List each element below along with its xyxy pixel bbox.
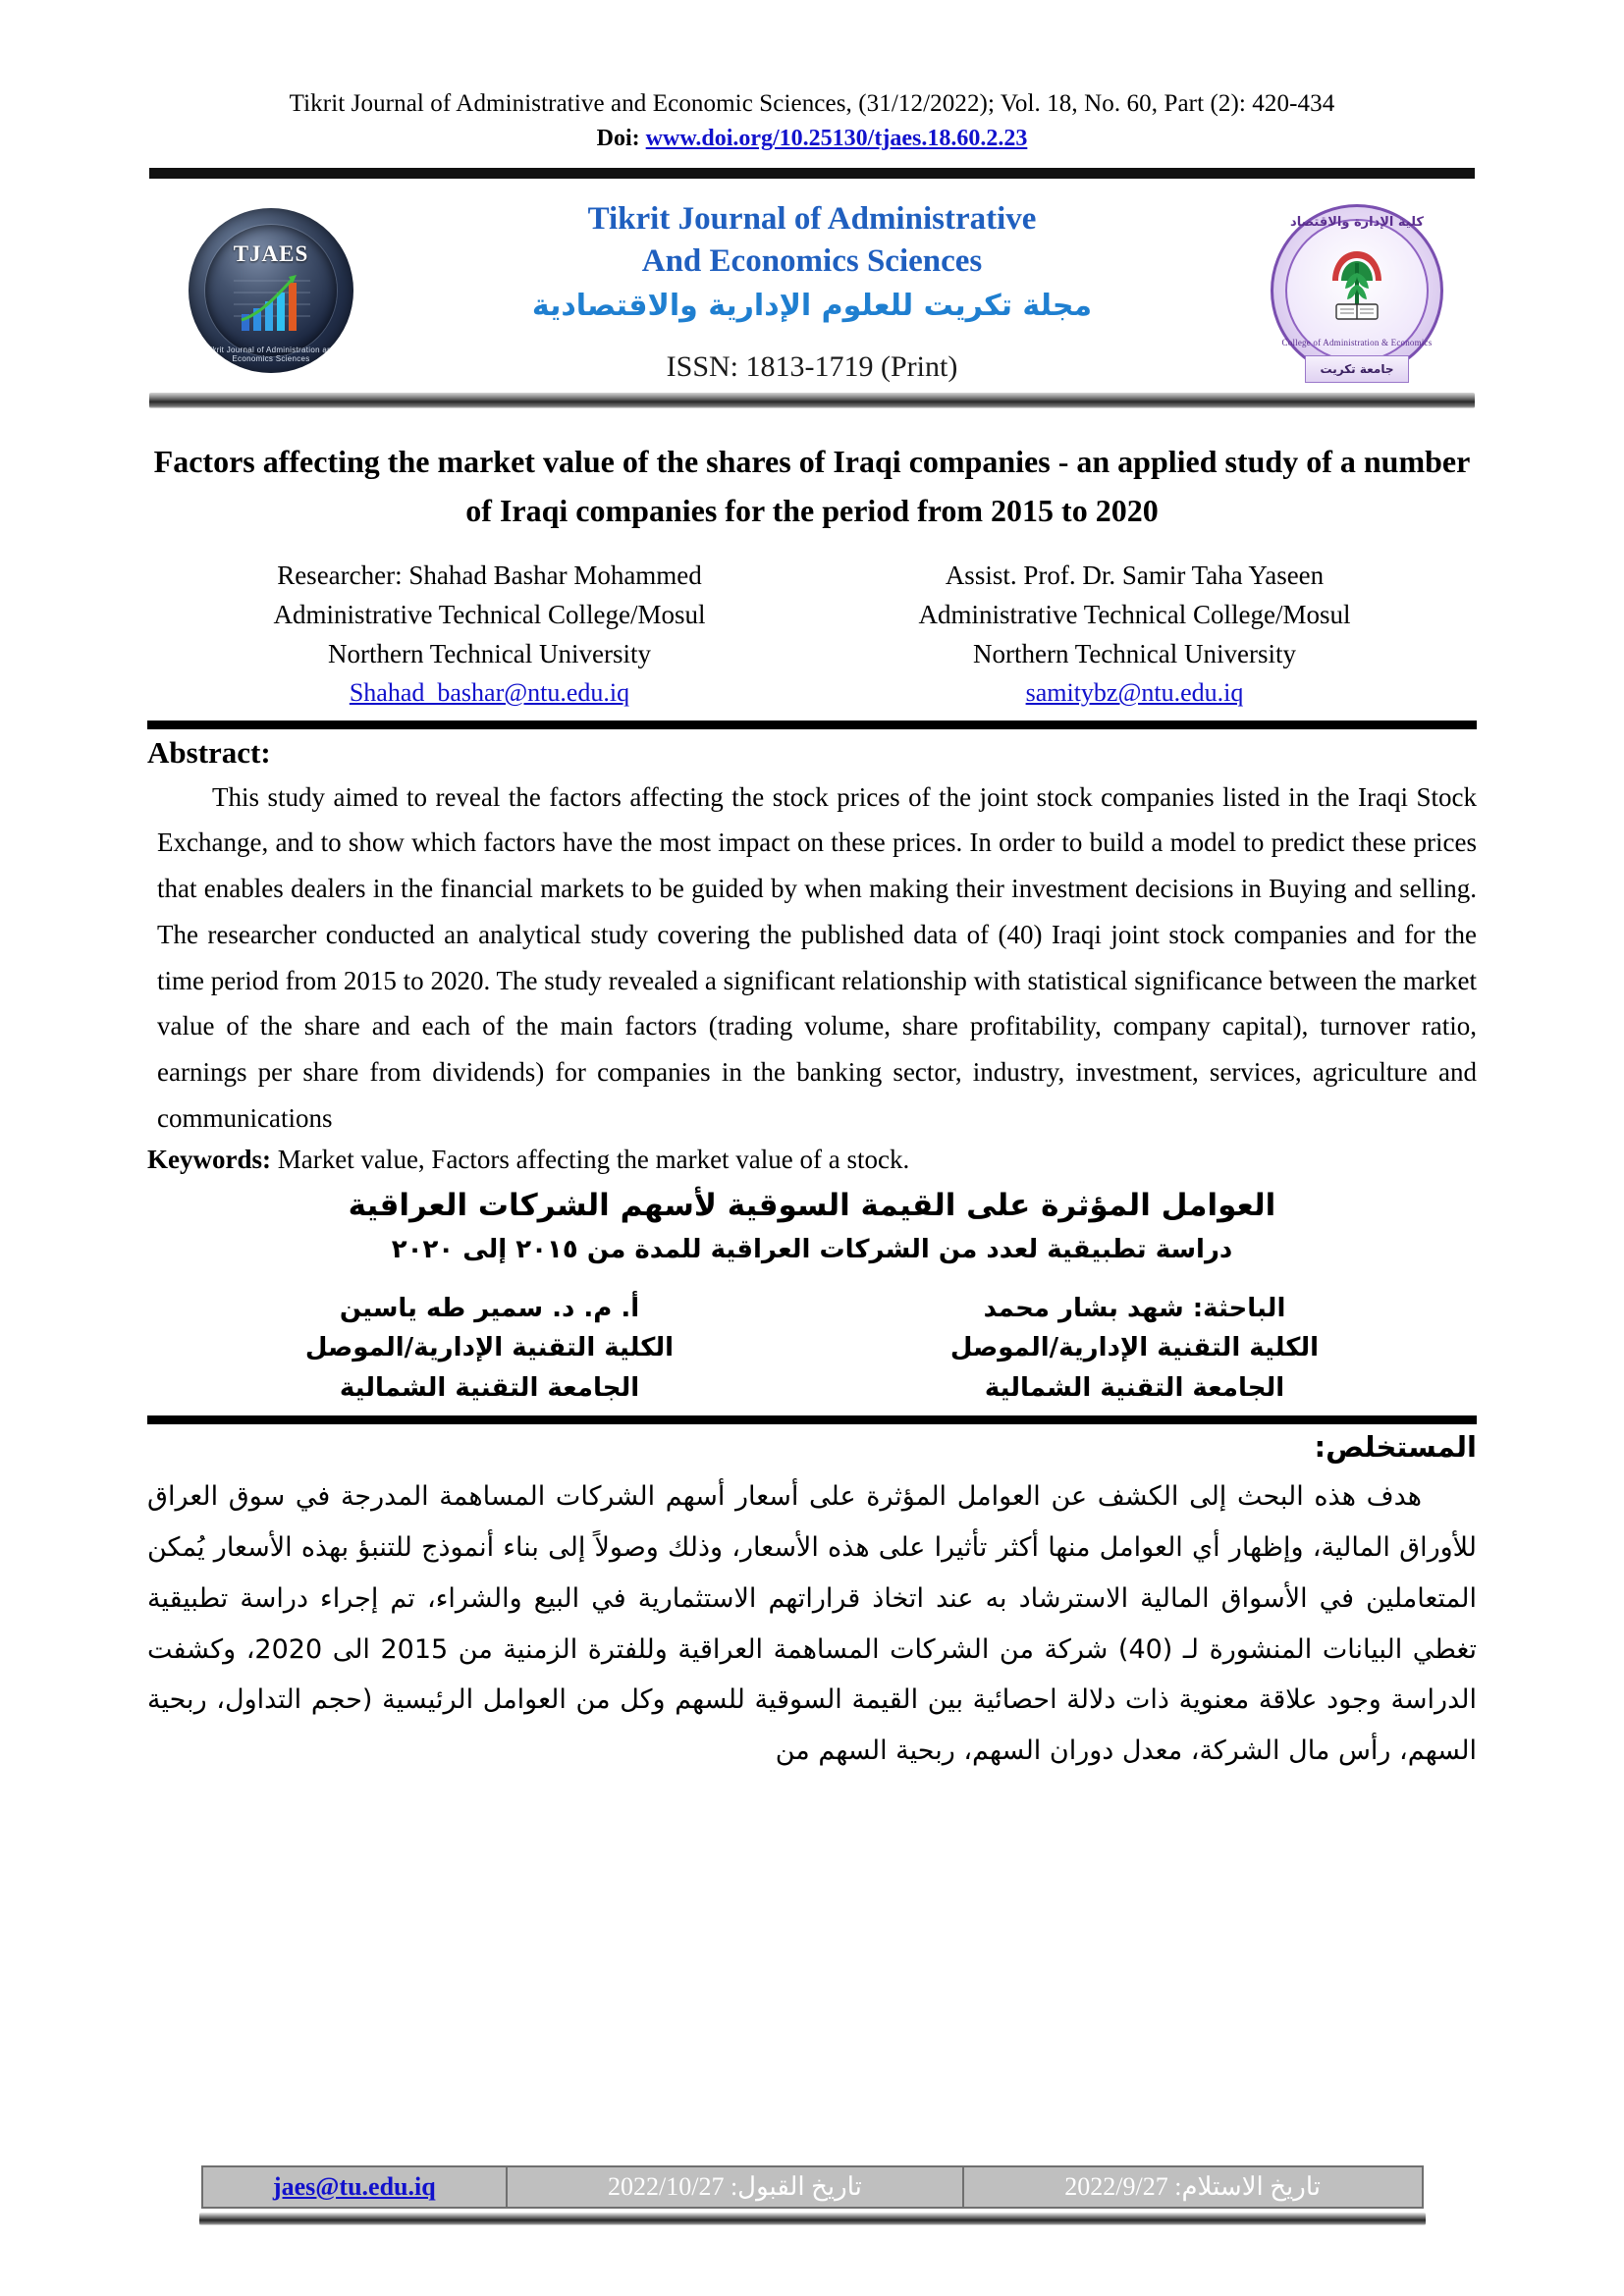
arabic-abstract-divider [147, 1415, 1477, 1424]
author-1-affiliation-1: Administrative Technical College/Mosul [273, 600, 706, 630]
author-2-name: Assist. Prof. Dr. Samir Taha Yaseen [945, 561, 1325, 591]
masthead-bottom-rule [149, 393, 1475, 408]
arabic-author-2-affiliation-1: الكلية التقنية الإدارية/الموصل [304, 1333, 675, 1363]
arabic-abstract-body: هدف هذه البحث إلى الكشف عن العوامل المؤثرة على أسعار أسهم الشركات المساهمة المدرجة في سوق العراق للأوراق المالية، وإظهار أي العوامل منها أكثر تأثيرا على هذه الأسعار، وذلك وصولاً إلى بناء أنموذج للتنبؤ بهذه الأسعار يُمكن المتعاملين في الأسواق المالية الاسترشاد به عند اتخاذ قراراتهم الاستثمارية في البيع والشراء، تم إجراء دراسة تطبيقية تغطي البيانات المنشورة لـ (40) شركة من الشركات المساهمة العراقية وللفترة الزمنية من 2015 الى 2020، وكشفت الدراسة وجود علاقة معنوية ذات دلالة احصائية بين القيمة السوقية للسهم وكل من العوامل الرئيسية (حجم التداول، ربحية السهم، رأس مال الشركة، معدل دوران السهم، ربحية السهم من [147, 1481, 1478, 1767]
author-column-2 [812, 557, 1457, 712]
keywords-value: Market value, Factors affecting the market value of a stock. [277, 1145, 910, 1175]
journal-title-ar: مجلة تكريت للعلوم الإدارية والاقتصادية [531, 288, 1093, 323]
authors-en-block [167, 557, 1457, 712]
arabic-author-2-affiliation-2: الجامعة التقنية الشمالية [339, 1372, 640, 1403]
footer-row [202, 2166, 1423, 2208]
seal-emblem-icon [1326, 247, 1387, 322]
keywords-line [147, 1145, 1477, 1175]
footer-accepted-cell [507, 2166, 963, 2208]
abstract-body: This study aimed to reveal the factors affecting the stock prices of the joint stock companies listed in the Iraqi Stock Exchange, and to show which factors have the most impact on these prices. In order to build a model to predict these prices that enables dealers in the financial markets to be guided by when making their investment decisions in Buying and selling. The researcher conducted an analytical study covering the published data of (40) Iraqi joint stock companies and for the time period from 2015 to 2020. The study revealed a significant relationship with statistical significance between the market value of the share and each of the main factors (trading volume, share profitability, company capital), turnover ratio, earnings per share from dividends) for companies in the banking sector, industry, investment, services, agriculture and communications [157, 781, 1477, 1133]
footer-received-cell [963, 2166, 1423, 2208]
footer-journal-email-cell[interactable] [202, 2166, 508, 2208]
journal-issn: ISSN: 1813-1719 (Print) [666, 349, 958, 383]
keywords-label: Keywords: [147, 1145, 271, 1175]
arabic-author-1-affiliation-2: الجامعة التقنية الشمالية [984, 1372, 1285, 1403]
doi-line [0, 126, 1624, 152]
authors-ar-block [167, 1289, 1457, 1408]
abstract-divider [147, 721, 1477, 729]
footer [0, 2165, 1624, 2225]
running-head: Tikrit Journal of Administrative and Economic Sciences, (31/12/2022); Vol. 18, No. 60, Part (2): 420-434 [289, 90, 1335, 117]
journal-title-en-line2: And Economics Sciences [641, 243, 983, 280]
footer-bottom-rule [199, 2213, 1426, 2225]
abstract-heading: Abstract: [147, 734, 271, 770]
arabic-title: العوامل المؤثرة على القيمة السوقية لأسهم الشركات العراقية [348, 1188, 1276, 1224]
author-2-affiliation-2: Northern Technical University [972, 639, 1296, 669]
masthead-wrapper [149, 168, 1475, 408]
tjaes-ring-text: Tikrit Journal of Administration and Economics Sciences [205, 346, 337, 364]
arabic-author-1-name: الباحثة: شهد بشار محمد [983, 1294, 1286, 1324]
arabic-author-column-1 [812, 1289, 1457, 1408]
masthead-top-rule [149, 168, 1475, 179]
doi-link[interactable]: www.doi.org/10.25130/tjaes.18.60.2.23 [645, 126, 1028, 152]
author-2-affiliation-1: Administrative Technical College/Mosul [918, 600, 1351, 630]
seal-banner-text: جامعة تكريت [1305, 355, 1409, 383]
masthead-titles [353, 198, 1271, 384]
footer-accepted-label: تاريخ القبول: [730, 2172, 862, 2201]
footer-journal-email[interactable]: jaes@tu.edu.iq [272, 2172, 436, 2201]
article-title: Factors affecting the market value of the shares of Iraqi companies - an applied study of a number of Iraqi companies for the period from 2015 to 2020 [153, 444, 1471, 528]
doi-label: Doi: [596, 126, 640, 152]
bar-chart-icon [232, 271, 314, 332]
tjaes-acronym: TJAES [233, 241, 309, 267]
author-1-name: Researcher: Shahad Bashar Mohammed [277, 561, 702, 591]
masthead [149, 179, 1475, 393]
arabic-abstract-heading: المستخلص: [1314, 1430, 1477, 1465]
seal-arabic-ring-text: كلية الإدارة والاقتصاد [1290, 215, 1424, 231]
author-1-affiliation-2: Northern Technical University [327, 639, 651, 669]
arabic-author-1-affiliation-1: الكلية التقنية الإدارية/الموصل [949, 1333, 1320, 1363]
author-1-email[interactable]: Shahad_bashar@ntu.edu.iq [349, 678, 630, 708]
journal-title-en-line1: Tikrit Journal of Administrative [587, 200, 1037, 237]
college-seal-icon [1271, 204, 1443, 377]
seal-english-ring-text: College of Administration & Economics [1281, 338, 1433, 348]
arabic-author-column-2 [167, 1289, 812, 1408]
arabic-author-2-name: أ. م. د. سمير طه ياسين [339, 1294, 640, 1324]
tjaes-logo-icon [189, 208, 353, 373]
author-2-email[interactable]: samitybz@ntu.edu.iq [1025, 678, 1244, 708]
author-column-1 [167, 557, 812, 712]
footer-table [201, 2165, 1424, 2209]
arabic-subtitle: دراسة تطبيقية لعدد من الشركات العراقية للمدة من ٢٠١٥ إلى ٢٠٢٠ [391, 1234, 1233, 1264]
footer-received-date: 2022/9/27 [1064, 2172, 1168, 2201]
footer-accepted-date: 2022/10/27 [608, 2172, 725, 2201]
footer-received-label: تاريخ الاستلام: [1174, 2172, 1321, 2201]
